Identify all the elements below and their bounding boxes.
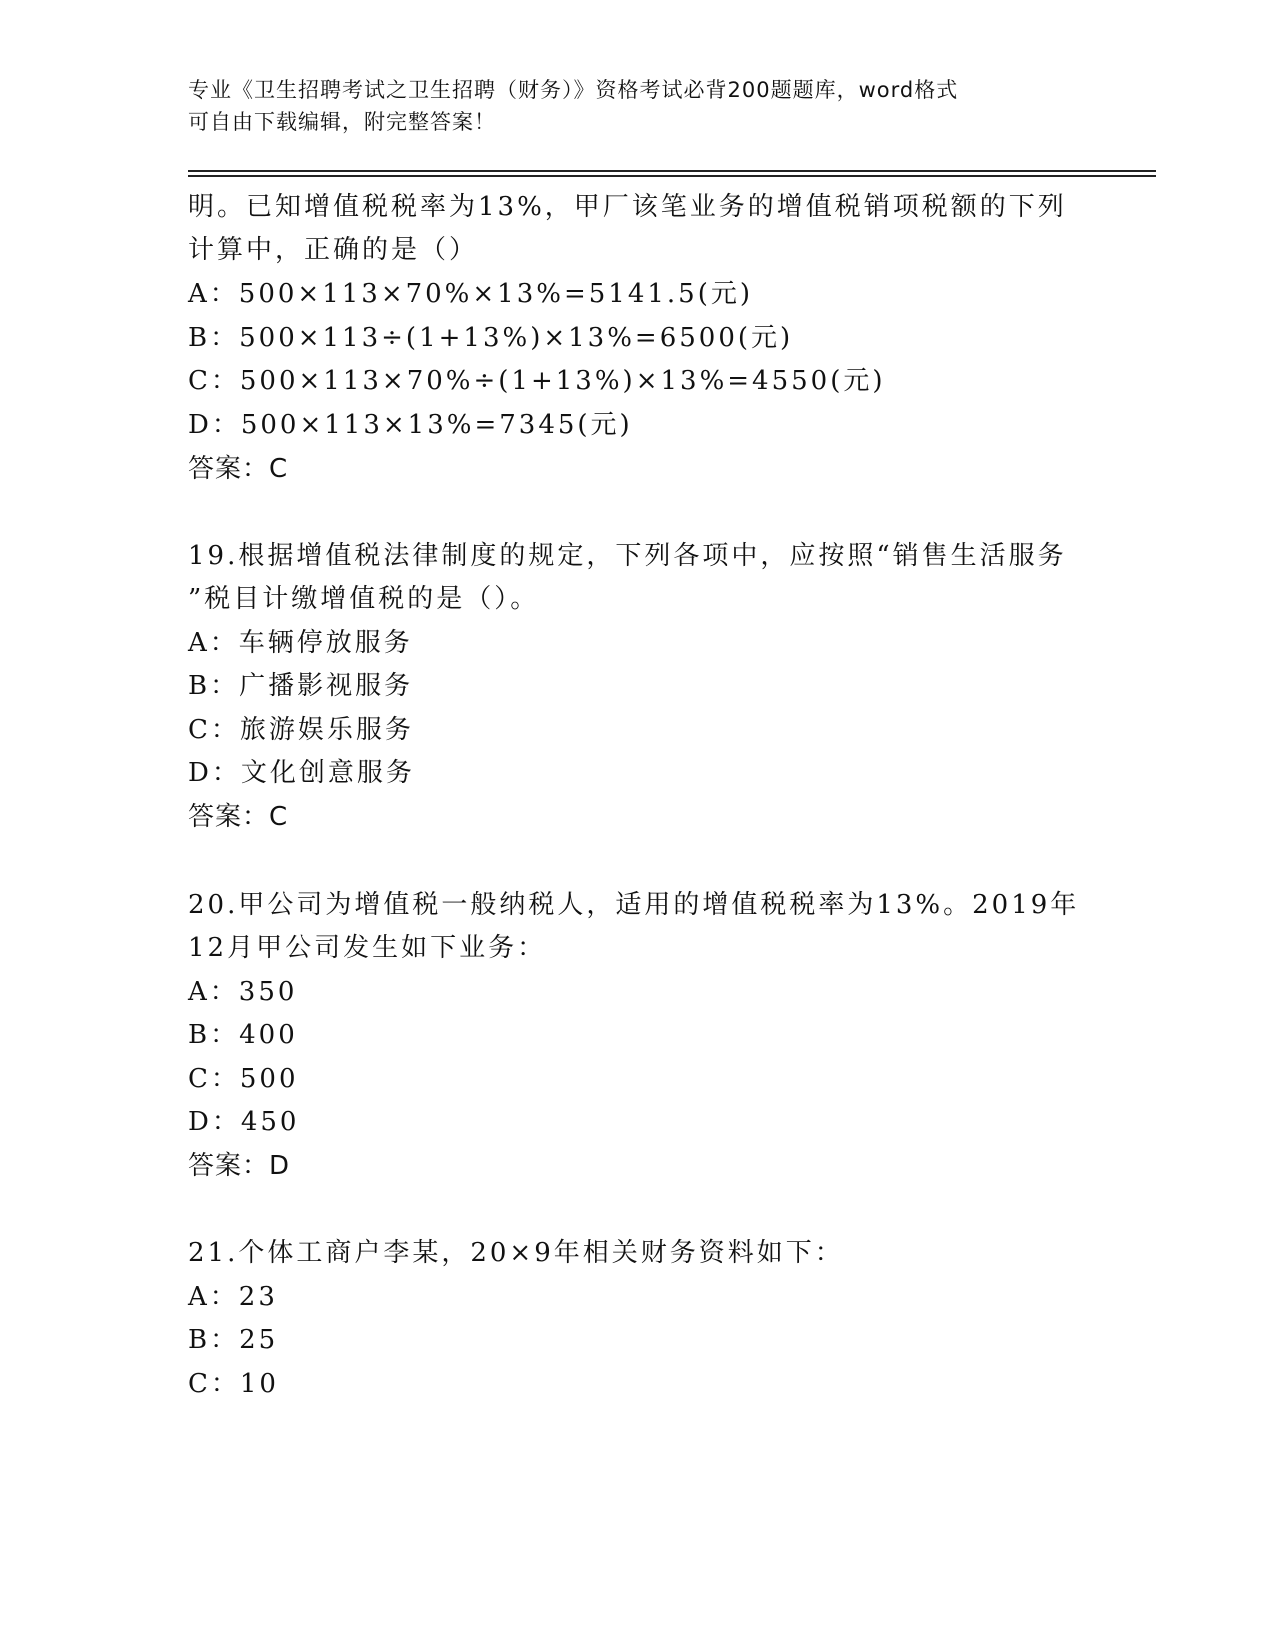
option-a: A：车辆停放服务	[188, 628, 413, 658]
question-stem-line: 19.根据增值税法律制度的规定，下列各项中，应按照“销售生活服务	[188, 541, 1067, 571]
option-a: A：23	[188, 1282, 278, 1312]
option-d: D：文化创意服务	[188, 758, 415, 788]
option-b: B：400	[188, 1020, 298, 1050]
option-b: B：广播影视服务	[188, 671, 414, 701]
question-stem-line: ”税目计缴增值税的是（）。	[188, 584, 540, 614]
answer-line: 答案：C	[188, 454, 289, 484]
option-d: D：450	[188, 1107, 300, 1137]
option-c: C：旅游娱乐服务	[188, 715, 414, 745]
question-stem-line: 计算中，正确的是（）	[188, 235, 479, 265]
question-stem-line: 20.甲公司为增值税一般纳税人，适用的增值税税率为13%。2019年	[188, 890, 1080, 920]
option-c: C：500	[188, 1064, 299, 1094]
option-a: A：350	[188, 977, 298, 1007]
question-stem-line: 明。已知增值税税率为13%，甲厂该笔业务的增值税销项税额的下列	[188, 192, 1067, 222]
option-c: C：10	[188, 1369, 279, 1399]
option-b: B：500×113÷(1+13%)×13%=6500(元)	[188, 323, 794, 353]
option-a: A：500×113×70%×13%=5141.5(元)	[188, 279, 754, 309]
option-c: C：500×113×70%÷(1+13%)×13%=4550(元)	[188, 366, 886, 396]
header-rule-top	[188, 170, 1156, 172]
header-rule-bottom	[188, 175, 1156, 177]
answer-line: 答案：D	[188, 1151, 291, 1181]
answer-line: 答案：C	[188, 802, 289, 832]
option-b: B：25	[188, 1325, 279, 1355]
question-stem-line: 12月甲公司发生如下业务：	[188, 933, 547, 963]
question-stem-line: 21.个体工商户李某，20×9年相关财务资料如下：	[188, 1238, 844, 1268]
header-title-line1: 专业《卫生招聘考试之卫生招聘（财务）》资格考试必背200题题库，word格式	[188, 78, 959, 102]
header-title-line2: 可自由下载编辑，附完整答案！	[188, 110, 496, 134]
option-d: D：500×113×13%=7345(元)	[188, 410, 633, 440]
